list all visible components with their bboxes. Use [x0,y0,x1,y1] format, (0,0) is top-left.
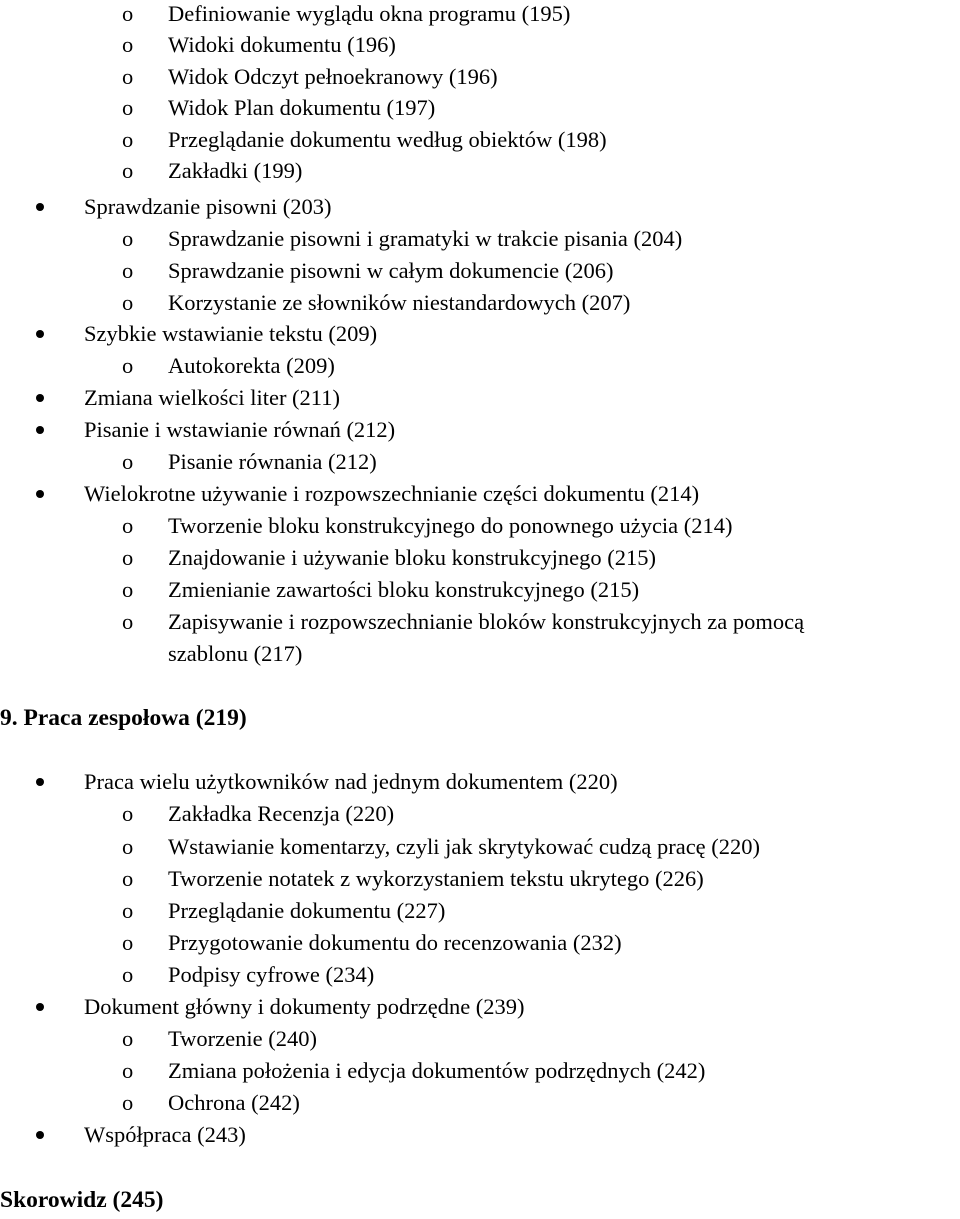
toc-item-text: Sprawdzanie pisowni w całym dokumencie (206) [168,258,614,283]
toc-subitem [168,961,374,989]
toc-subitem [168,63,498,91]
toc-item-text: Zakładka Recenzja (220) [168,801,395,826]
toc-item-text: Definiowanie wyglądu okna programu (195) [168,1,571,26]
circle-bullet-icon: o [122,158,134,183]
bullet-dot-icon [36,394,44,402]
toc-item-text: Tworzenie notatek z wykorzystaniem tekstu ukrytego (226) [168,866,704,891]
toc-item-text: Widoki dokumentu (196) [168,32,396,57]
toc-item-text: Dokument główny i dokumenty podrzędne (239) [84,994,525,1019]
toc-item-text: Podpisy cyfrowe (234) [168,962,375,987]
toc-item-text: Wielokrotne używanie i rozpowszechnianie części dokumentu (214) [84,481,700,506]
circle-bullet-icon: o [122,1090,134,1115]
toc-item-text: Zmiana położenia i edycja dokumentów podrzędnych (242) [168,1058,706,1083]
toc-subitem [168,0,570,28]
circle-bullet-icon: o [122,545,134,570]
circle-bullet-icon: o [122,449,134,474]
index-heading: Skorowidz (245) [0,1187,164,1213]
circle-bullet-icon: o [122,1026,134,1051]
toc-item-text: Korzystanie ze słowników niestandardowych (207) [168,290,631,315]
bullet-dot-icon [36,330,44,338]
toc-subitem [168,257,614,285]
toc-subitem-continuation [168,640,302,668]
bullet-dot-icon [36,1131,44,1139]
chapter-heading: 9. Praca zespołowa (219) [0,705,247,731]
toc-subitem [168,94,435,122]
toc-item [84,193,331,221]
toc-item [84,384,340,412]
toc-item-text: Przeglądanie dokumentu (227) [168,898,446,923]
toc-subitem [168,929,622,957]
toc-item-text: Sprawdzanie pisowni (203) [84,194,332,219]
circle-bullet-icon: o [122,513,134,538]
toc-item [84,768,618,796]
toc-item-text: Znajdowanie i używanie bloku konstrukcyjnego (215) [168,545,657,570]
toc-item-text: Zakładki (199) [168,158,303,183]
toc-item-text: Zapisywanie i rozpowszechnianie bloków konstrukcyjnych za pomocą [168,609,805,634]
toc-subitem [168,1025,317,1053]
toc-subitem [168,1089,300,1117]
toc-item-text: Ochrona (242) [168,1090,300,1115]
toc-item-text: Tworzenie (240) [168,1026,317,1051]
circle-bullet-icon: o [122,32,134,57]
circle-bullet-icon: o [122,801,134,826]
toc-item-text: Widok Odczyt pełnoekranowy (196) [168,64,498,89]
circle-bullet-icon: o [122,353,134,378]
toc-subitem [168,126,607,154]
toc-item [84,480,699,508]
circle-bullet-icon: o [122,226,134,251]
bullet-dot-icon [36,778,44,786]
circle-bullet-icon: o [122,127,134,152]
toc-subitem [168,1057,705,1085]
circle-bullet-icon: o [122,866,134,891]
toc-subitem [168,865,704,893]
toc-item-text: Tworzenie bloku konstrukcyjnego do ponownego użycia (214) [168,513,733,538]
toc-item-text: Zmiana wielkości liter (211) [84,385,340,410]
toc-subitem [168,225,682,253]
toc-subitem [168,31,396,59]
circle-bullet-icon: o [122,577,134,602]
bullet-dot-icon [36,426,44,434]
circle-bullet-icon: o [122,95,134,120]
toc-item-text: Wstawianie komentarzy, czyli jak skrytykować cudzą pracę (220) [168,834,761,859]
toc-item-text: Zmienianie zawartości bloku konstrukcyjnego (215) [168,577,640,602]
circle-bullet-icon: o [122,962,134,987]
bullet-dot-icon [36,1003,44,1011]
toc-item-text: szablonu (217) [168,641,303,666]
toc-item-text: Praca wielu użytkowników nad jednym dokumentem (220) [84,769,618,794]
circle-bullet-icon: o [122,898,134,923]
toc-subitem [168,897,445,925]
toc-item-text: Szybkie wstawianie tekstu (209) [84,321,378,346]
toc-subitem [168,157,302,185]
toc-subitem [168,800,394,828]
toc-item [84,1121,246,1149]
toc-item-text: Pisanie równania (212) [168,449,377,474]
circle-bullet-icon: o [122,290,134,315]
circle-bullet-icon: o [122,609,134,634]
toc-item-text: Przygotowanie dokumentu do recenzowania (232) [168,930,622,955]
toc-item-text: Pisanie i wstawianie równań (212) [84,417,396,442]
circle-bullet-icon: o [122,930,134,955]
circle-bullet-icon: o [122,834,134,859]
toc-item [84,416,395,444]
toc-item-text: Przeglądanie dokumentu według obiektów (198) [168,127,607,152]
toc-item [84,320,377,348]
toc-item-text: Współpraca (243) [84,1122,246,1147]
toc-subitem [168,608,804,636]
toc-subitem [168,544,656,572]
toc-item-text: Widok Plan dokumentu (197) [168,95,436,120]
circle-bullet-icon: o [122,64,134,89]
toc-item-text: Sprawdzanie pisowni i gramatyki w trakcie pisania (204) [168,226,683,251]
circle-bullet-icon: o [122,1,134,26]
toc-subitem [168,833,760,861]
toc-subitem [168,352,335,380]
circle-bullet-icon: o [122,258,134,283]
bullet-dot-icon [36,490,44,498]
bullet-dot-icon [36,203,44,211]
toc-subitem [168,448,377,476]
circle-bullet-icon: o [122,1058,134,1083]
toc-item [84,993,525,1021]
toc-subitem [168,576,639,604]
toc-item-text: Autokorekta (209) [168,353,335,378]
toc-subitem [168,289,630,317]
toc-subitem [168,512,733,540]
